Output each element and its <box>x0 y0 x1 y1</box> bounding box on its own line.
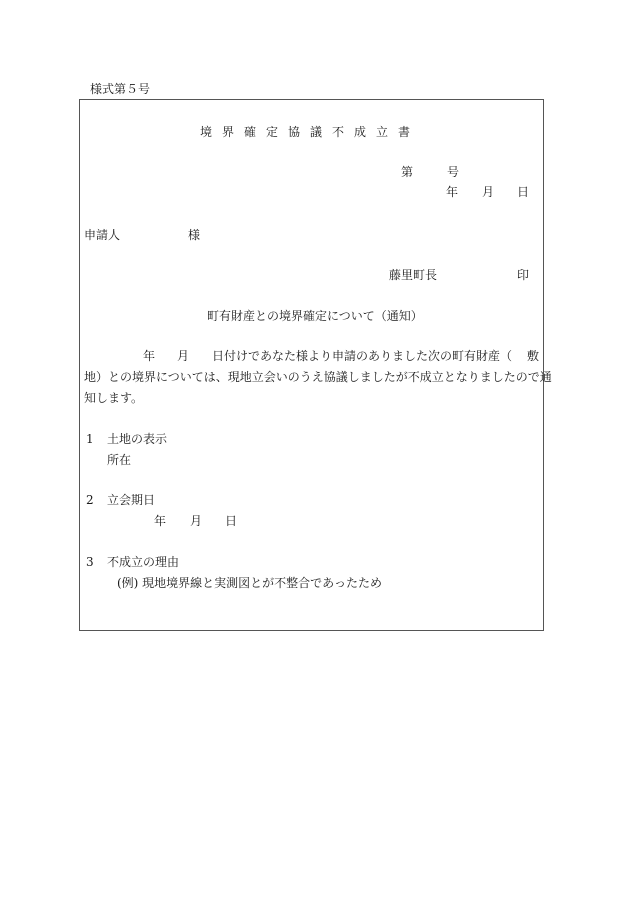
section3-number: 3 <box>86 555 94 569</box>
section3-example: (例) 現地境界線と実測図とが不整合であったため <box>117 576 383 590</box>
document-title: 境界確定協議不成立書 <box>200 125 421 139</box>
section2-number: 2 <box>86 493 94 507</box>
body-line1-tail: 敷 <box>527 349 540 363</box>
number-suffix: 号 <box>447 165 460 179</box>
body-line2: 地）との境界については、現地立会いのうえ協議しましたが不成立となりましたので通 <box>84 370 552 384</box>
form-number: 様式第５号 <box>90 82 151 96</box>
date-day: 日 <box>517 185 530 199</box>
section2-day: 日 <box>225 514 238 528</box>
applicant-label: 申請人 <box>84 228 121 242</box>
sender-mayor: 藤里町長 <box>389 268 438 282</box>
section2-month: 月 <box>190 514 203 528</box>
date-month: 月 <box>482 185 495 199</box>
section2-year: 年 <box>154 514 167 528</box>
number-prefix: 第 <box>401 165 414 179</box>
notice-subject: 町有財産との境界確定について（通知） <box>207 309 423 323</box>
body-month: 月 <box>177 349 190 363</box>
section1-location: 所在 <box>107 453 132 467</box>
applicant-honorific: 様 <box>188 228 201 242</box>
section2-label: 立会期日 <box>107 493 156 507</box>
document-frame <box>79 99 544 631</box>
section1-number: 1 <box>86 432 94 446</box>
seal-mark: 印 <box>517 268 530 282</box>
body-line1-text: 日付けであなた様より申請のありました次の町有財産（ <box>212 349 513 363</box>
body-line3: 知します。 <box>84 391 144 405</box>
date-year: 年 <box>446 185 459 199</box>
body-year: 年 <box>143 349 156 363</box>
section3-label: 不成立の理由 <box>107 555 180 569</box>
section1-label: 土地の表示 <box>107 432 168 446</box>
